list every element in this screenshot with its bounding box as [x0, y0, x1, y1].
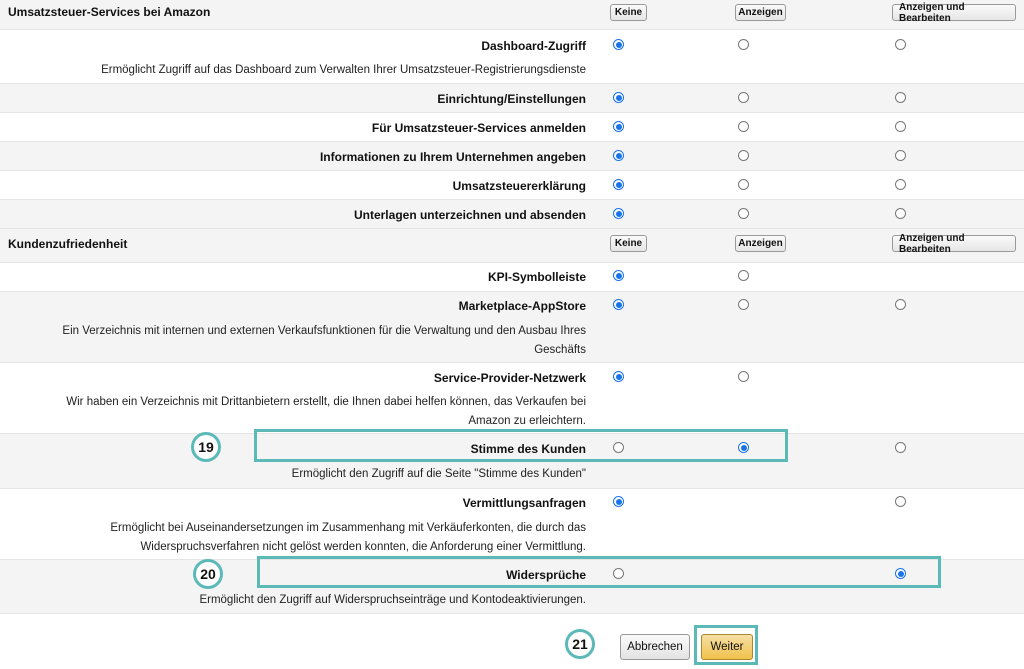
permission-label: Einrichtung/Einstellungen — [437, 92, 586, 106]
description-line: Wir haben ein Verzeichnis mit Drittanbietern erstellt, die Ihnen dabei helfen können, das Verkaufen bei — [66, 396, 586, 408]
radio-view[interactable] — [738, 179, 749, 190]
radio-view[interactable] — [738, 150, 749, 161]
radio-edit[interactable] — [895, 39, 906, 50]
set-all-none-button[interactable]: Keine — [610, 235, 647, 252]
radio-none[interactable] — [613, 39, 624, 50]
radio-view[interactable] — [738, 92, 749, 103]
radio-none[interactable] — [613, 270, 624, 281]
highlight-next-button — [694, 625, 758, 665]
permission-description — [110, 519, 586, 557]
permission-label: KPI-Symbolleiste — [487, 270, 586, 284]
radio-none[interactable] — [613, 150, 624, 161]
set-all-edit-button[interactable]: Anzeigen und Bearbeiten — [892, 4, 1016, 21]
permission-label: Service-Provider-Netzwerk — [433, 371, 586, 385]
radio-none[interactable] — [613, 496, 624, 507]
cancel-button[interactable]: Abbrechen — [620, 634, 690, 660]
radio-view[interactable] — [738, 121, 749, 132]
radio-edit[interactable] — [895, 92, 906, 103]
highlight-appeals — [257, 556, 941, 588]
step-marker-19: 19 — [191, 432, 221, 462]
radio-edit[interactable] — [895, 208, 906, 219]
radio-view[interactable] — [738, 39, 749, 50]
set-all-none-button[interactable]: Keine — [610, 4, 647, 21]
permission-row-setup — [0, 83, 1024, 112]
section-title: Umsatzsteuer-Services bei Amazon — [8, 5, 211, 19]
permission-description — [66, 393, 586, 431]
step-marker-21: 21 — [565, 629, 595, 659]
permission-label: Stimme des Kunden — [470, 442, 586, 456]
permission-label: Umsatzsteuererklärung — [452, 179, 586, 193]
form-footer — [0, 613, 1024, 669]
radio-edit[interactable] — [895, 121, 906, 132]
permission-description: Ermöglicht den Zugriff auf die Seite "Stimme des Kunden" — [291, 468, 586, 480]
permission-row-sign-documents — [0, 199, 1024, 228]
radio-view[interactable] — [738, 270, 749, 281]
radio-none[interactable] — [613, 208, 624, 219]
permission-row-vat-return — [0, 170, 1024, 199]
permission-description: Ermöglicht den Zugriff auf Widerspruchseinträge und Kontodeaktivierungen. — [199, 594, 586, 606]
section-title: Kundenzufriedenheit — [8, 237, 128, 251]
description-line: Amazon zu erleichtern. — [468, 415, 586, 427]
permission-label: Dashboard-Zugriff — [481, 39, 586, 53]
highlight-voice-of-customer — [254, 429, 788, 462]
set-all-view-button[interactable]: Anzeigen — [735, 4, 786, 21]
permission-row-mediation — [0, 488, 1024, 559]
radio-edit[interactable] — [895, 179, 906, 190]
set-all-view-button[interactable]: Anzeigen — [735, 235, 786, 252]
next-button[interactable]: Weiter — [701, 634, 753, 660]
description-line: Widerspruchsverfahren nicht gelöst werden konnten, die Anforderung einer Vermittlung. — [140, 541, 586, 553]
permission-description: Ermöglicht Zugriff auf das Dashboard zum Verwalten Ihrer Umsatzsteuer-Registrierungsdienste — [101, 64, 586, 76]
permission-label: Vermittlungsanfragen — [462, 496, 586, 510]
radio-edit[interactable] — [895, 150, 906, 161]
permission-label: Unterlagen unterzeichnen und absenden — [353, 208, 586, 222]
radio-edit[interactable] — [895, 496, 906, 507]
step-marker-20: 20 — [193, 559, 223, 589]
description-line: Geschäfts — [534, 344, 586, 356]
permission-label: Für Umsatzsteuer-Services anmelden — [371, 121, 586, 135]
set-all-edit-button[interactable]: Anzeigen und Bearbeiten — [892, 235, 1016, 252]
radio-edit[interactable] — [895, 442, 906, 453]
permission-label: Marketplace-AppStore — [458, 299, 586, 313]
radio-none[interactable] — [613, 179, 624, 190]
radio-none[interactable] — [613, 299, 624, 310]
permission-row-service-provider — [0, 362, 1024, 433]
radio-view[interactable] — [738, 371, 749, 382]
section-header-customer-satisfaction — [0, 228, 1024, 262]
radio-view[interactable] — [738, 208, 749, 219]
section-header-vat — [0, 0, 1024, 29]
permission-row-company-info — [0, 141, 1024, 170]
radio-view[interactable] — [738, 299, 749, 310]
radio-none[interactable] — [613, 92, 624, 103]
permission-label: Widersprüche — [506, 568, 586, 582]
description-line: Ein Verzeichnis mit internen und externen Verkaufsfunktionen für die Verwaltung und den Ausbau Ihres — [62, 325, 586, 337]
permission-description — [62, 322, 586, 360]
radio-edit[interactable] — [895, 299, 906, 310]
radio-none[interactable] — [613, 121, 624, 132]
permission-row-register — [0, 112, 1024, 141]
radio-none[interactable] — [613, 371, 624, 382]
description-line: Ermöglicht bei Auseinandersetzungen im Zusammenhang mit Verkäuferkonten, die durch das — [110, 522, 586, 534]
permission-label: Informationen zu Ihrem Unternehmen angeben — [319, 150, 586, 164]
permission-row-appstore — [0, 291, 1024, 362]
permission-row-dashboard — [0, 29, 1024, 83]
permission-row-kpi-toolbar — [0, 262, 1024, 291]
